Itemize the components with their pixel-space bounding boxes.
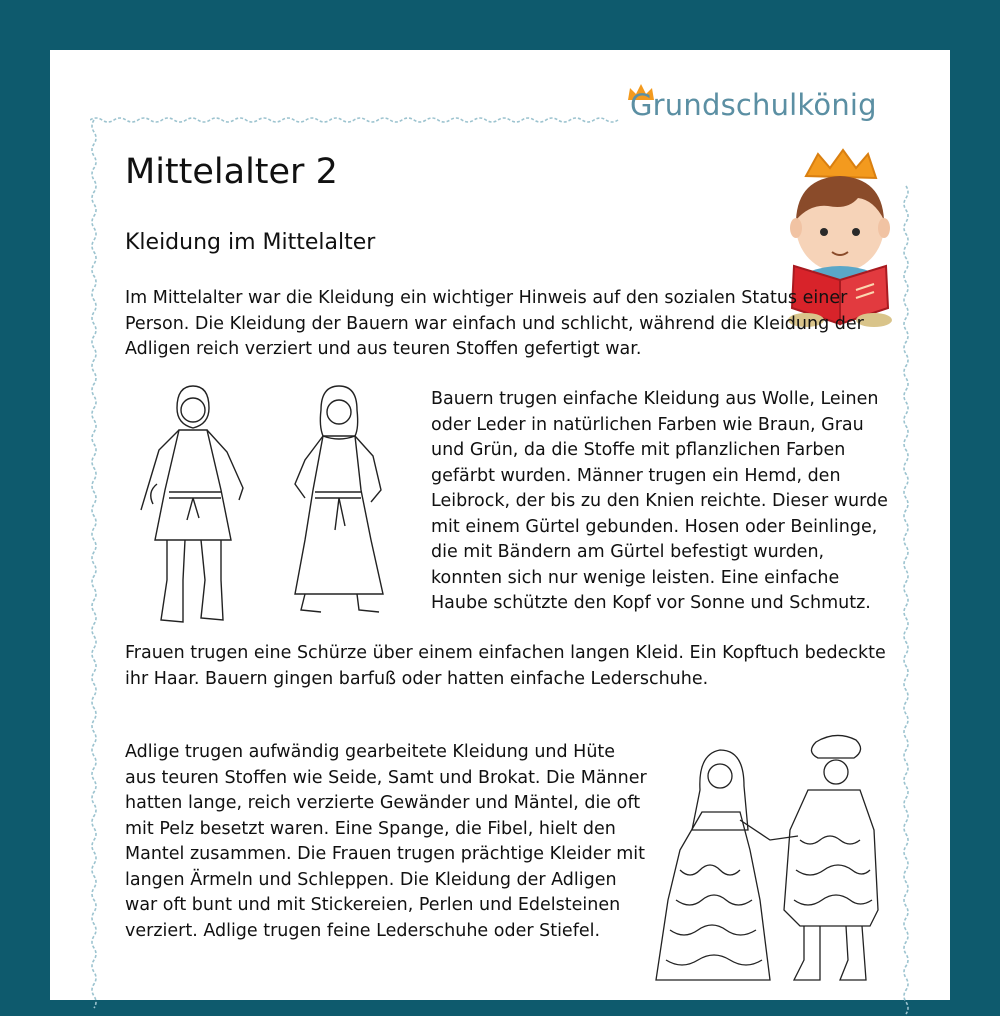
worksheet-page (50, 50, 950, 1000)
noble-couple-line-drawing (640, 730, 880, 990)
peasant-couple-line-drawing (135, 380, 405, 630)
brand-logo: Grundschulkönig (630, 88, 877, 122)
peasants-paragraph: Bauern trugen einfache Kleidung aus Wolle, Leinen oder Leder in natürlichen Farben wie Braun, Grau und Grün, da die Stoffe mit pflanzlichen Farben gefärbt wurden. Männer trugen ein Hemd, den Leibrock, der bis zu den Knien reichte. Dieser wurde mit einem Gürtel gebunden. Hosen oder Beinlinge, die mit Bändern am Gürtel befestigt wurden, konnten sich nur wenige leisten. Eine einfache Haube schützte den Kopf vor Sonne und Schmutz. (431, 389, 888, 613)
section-subtitle: Kleidung im Mittelalter (125, 230, 376, 255)
women-paragraph: Frauen trugen eine Schürze über einem einfachen langen Kleid. Ein Kopftuch bedeckte ihr Haar. Bauern gingen barfuß oder hatten einfache Lederschuhe. (125, 643, 886, 689)
intro-paragraph: Im Mittelalter war die Kleidung ein wichtiger Hinweis auf den sozialen Status einer Person. Die Kleidung der Bauern war einfach und schlicht, während die Kleidung der Adligen reich verziert und aus teuren Stoffen gefertigt war. (125, 288, 864, 359)
nobles-paragraph: Adlige trugen aufwändig gearbeitete Kleidung und Hüte aus teuren Stoffen wie Seide, Samt und Brokat. Die Männer hatten lange, reich verzierte Gewänder und Mäntel, die oft mit Pelz besetzt waren. Eine Spange, die Fibel, hielt den Mantel zusammen. Die Frauen trugen prächtige Kleider mit langen Ärmeln und Schleppen. Die Kleidung der Adligen war oft bunt und mit Stickereien, Perlen und Edelsteinen verziert. Adlige trugen feine Lederschuhe oder Stiefel. (125, 742, 647, 941)
page-title: Mittelalter 2 (125, 152, 338, 192)
